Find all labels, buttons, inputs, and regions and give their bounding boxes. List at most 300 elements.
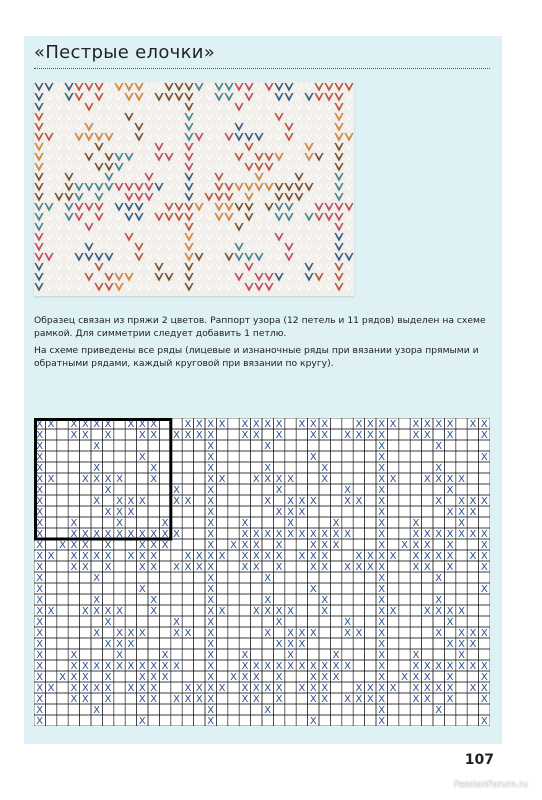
chart-cross-symbol: X <box>252 539 260 551</box>
chart-cross-symbol: X <box>81 418 89 430</box>
chart-cross-symbol: X <box>36 561 44 573</box>
chart-cross-symbol: X <box>435 440 443 452</box>
chart-cross-symbol: X <box>116 649 123 661</box>
chart-cross-symbol: X <box>93 473 101 485</box>
chart-cross-symbol: X <box>81 539 89 551</box>
chart-cross-symbol: X <box>366 429 374 441</box>
chart-cross-symbol: X <box>264 462 272 474</box>
chart-cross-symbol: X <box>275 561 283 573</box>
chart-cross-symbol: X <box>378 451 386 463</box>
chart-cross-symbol: X <box>480 660 488 672</box>
chart-cross-symbol: X <box>446 605 454 617</box>
chart-cross-symbol: X <box>435 594 443 606</box>
chart-cross-symbol: X <box>127 660 135 672</box>
chart-cross-symbol: X <box>446 671 454 683</box>
chart-cross-symbol: X <box>378 693 386 705</box>
chart-cross-symbol: X <box>116 517 123 529</box>
chart-cross-symbol: X <box>309 561 317 573</box>
chart-cross-symbol: X <box>344 429 351 441</box>
chart-cross-symbol: X <box>70 682 78 694</box>
chart-cross-symbol: X <box>423 660 431 672</box>
chart-cross-symbol: X <box>138 583 146 595</box>
chart-cross-symbol: X <box>309 451 317 463</box>
chart-cross-symbol: X <box>355 561 363 573</box>
chart-cross-symbol: X <box>252 429 260 441</box>
chart-cross-symbol: X <box>127 550 135 562</box>
knitting-chart-grid <box>34 418 490 726</box>
chart-cross-symbol: X <box>355 627 363 639</box>
chart-cross-symbol: X <box>458 495 465 507</box>
chart-cross-symbol: X <box>207 528 215 540</box>
chart-cross-symbol: X <box>207 594 215 606</box>
chart-cross-symbol: X <box>378 671 386 683</box>
chart-cross-symbol: X <box>252 605 260 617</box>
chart-cross-symbol: X <box>184 495 192 507</box>
chart-cross-symbol: X <box>309 715 317 726</box>
chart-cross-symbol: X <box>344 528 351 540</box>
chart-cross-symbol: X <box>70 561 78 573</box>
chart-cross-symbol: X <box>458 660 465 672</box>
chart-cross-symbol: X <box>36 550 44 562</box>
chart-cross-symbol: X <box>241 561 249 573</box>
chart-cross-symbol: X <box>184 429 192 441</box>
chart-cross-symbol: X <box>378 627 386 639</box>
chart-cross-symbol: X <box>275 473 283 485</box>
chart-cross-symbol: X <box>366 682 374 694</box>
chart-cross-symbol: X <box>287 605 294 617</box>
chart-cross-symbol: X <box>161 649 169 661</box>
chart-cross-symbol: X <box>195 550 203 562</box>
chart-cross-symbol: X <box>36 583 44 595</box>
chart-cross-symbol: X <box>161 528 169 540</box>
chart-cross-symbol: X <box>378 649 386 661</box>
chart-cross-symbol: X <box>195 682 203 694</box>
page-number: 107 <box>464 752 494 768</box>
chart-cross-symbol: X <box>389 418 397 430</box>
chart-cross-symbol: X <box>150 418 158 430</box>
chart-cross-symbol: X <box>480 693 488 705</box>
chart-cross-symbol: X <box>332 517 340 529</box>
chart-cross-symbol: X <box>480 561 488 573</box>
chart-cross-symbol: X <box>378 616 386 628</box>
chart-cross-symbol: X <box>150 550 158 562</box>
chart-cross-symbol: X <box>173 429 180 441</box>
chart-cross-symbol: X <box>252 528 260 540</box>
chart-cross-symbol: X <box>252 682 260 694</box>
chart-cross-symbol: X <box>36 616 44 628</box>
chart-cross-symbol: X <box>241 429 249 441</box>
description-paragraph-2: На схеме приведены все ряды (лицевые и изнаночные ряды при вязании узора прямыми и обратными рядами, каждый круговой при вязании по кругу). <box>34 345 479 369</box>
watermark: PassionForum.ru <box>453 780 528 790</box>
chart-cross-symbol: X <box>458 627 465 639</box>
chart-cross-symbol: X <box>309 627 317 639</box>
chart-cross-symbol: X <box>412 561 420 573</box>
chart-cross-symbol: X <box>309 550 317 562</box>
chart-cross-symbol: X <box>36 638 44 650</box>
chart-cross-symbol: X <box>264 440 272 452</box>
chart-cross-symbol: X <box>207 506 215 518</box>
chart-cross-symbol: X <box>36 704 44 716</box>
chart-cross-symbol: X <box>207 638 215 650</box>
chart-cross-symbol: X <box>264 594 272 606</box>
chart-cross-symbol: X <box>138 561 146 573</box>
chart-cross-symbol: X <box>93 572 101 584</box>
chart-cross-symbol: X <box>150 660 158 672</box>
chart-cross-symbol: X <box>321 693 329 705</box>
chart-cross-symbol: X <box>36 429 44 441</box>
chart-cross-symbol: X <box>116 528 123 540</box>
chart-cross-symbol: X <box>184 627 192 639</box>
chart-cross-symbol: X <box>218 418 226 430</box>
chart-cross-symbol: X <box>207 572 215 584</box>
chart-cross-symbol: X <box>344 561 351 573</box>
chart-cross-symbol: X <box>344 660 351 672</box>
chart-cross-symbol: X <box>218 550 226 562</box>
chart-cross-symbol: X <box>446 528 454 540</box>
title-divider <box>34 68 490 69</box>
chart-cross-symbol: X <box>138 550 146 562</box>
chart-cross-symbol: X <box>104 418 112 430</box>
chart-cross-symbol: X <box>104 539 112 551</box>
chart-cross-symbol: X <box>355 429 363 441</box>
chart-cross-symbol: X <box>332 660 340 672</box>
chart-cross-symbol: X <box>275 605 283 617</box>
chart-cross-symbol: X <box>264 704 272 716</box>
chart-cross-symbol: X <box>309 429 317 441</box>
chart-cross-symbol: X <box>207 715 215 726</box>
chart-cross-symbol: X <box>435 572 443 584</box>
chart-cross-symbol: X <box>344 484 351 496</box>
chart-cross-symbol: X <box>150 539 158 551</box>
knitting-chart <box>34 418 490 726</box>
chart-cross-symbol: X <box>378 484 386 496</box>
chart-cross-symbol: X <box>252 671 260 683</box>
chart-cross-symbol: X <box>458 638 465 650</box>
chart-cross-symbol: X <box>309 495 317 507</box>
chart-cross-symbol: X <box>161 671 169 683</box>
chart-cross-symbol: X <box>435 462 443 474</box>
chart-cross-symbol: X <box>332 539 340 551</box>
chart-cross-symbol: X <box>423 682 431 694</box>
chart-cross-symbol: X <box>150 682 158 694</box>
chart-cross-symbol: X <box>70 693 78 705</box>
chart-cross-symbol: X <box>480 671 488 683</box>
chart-cross-symbol: X <box>93 495 101 507</box>
chart-cross-symbol: X <box>275 682 283 694</box>
chart-cross-symbol: X <box>446 638 454 650</box>
chart-cross-symbol: X <box>469 627 477 639</box>
chart-cross-symbol: X <box>36 451 44 463</box>
chart-cross-symbol: X <box>355 682 363 694</box>
chart-cross-symbol: X <box>104 429 112 441</box>
chart-cross-symbol: X <box>93 627 101 639</box>
description-paragraph-1: Образец связан из пряжи 2 цветов. Раппорт узора (12 петель и 11 рядов) выделен на схеме рамкой. Для симметрии следует добавить 1 петлю. <box>34 315 486 339</box>
chart-cross-symbol: X <box>298 495 306 507</box>
chart-cross-symbol: X <box>138 682 146 694</box>
chart-cross-symbol: X <box>275 616 283 628</box>
chart-cross-symbol: X <box>36 418 44 430</box>
chart-cross-symbol: X <box>184 561 192 573</box>
chart-cross-symbol: X <box>138 451 146 463</box>
chart-cross-symbol: X <box>150 528 158 540</box>
chart-cross-symbol: X <box>252 561 260 573</box>
chart-cross-symbol: X <box>36 682 44 694</box>
chart-cross-symbol: X <box>93 440 101 452</box>
chart-cross-symbol: X <box>207 440 215 452</box>
chart-cross-symbol: X <box>355 693 363 705</box>
chart-cross-symbol: X <box>469 506 477 518</box>
chart-cross-symbol: X <box>93 462 101 474</box>
chart-cross-symbol: X <box>355 418 363 430</box>
chart-cross-symbol: X <box>70 671 78 683</box>
chart-cross-symbol: X <box>435 605 443 617</box>
chart-cross-symbol: X <box>480 418 488 430</box>
chart-cross-symbol: X <box>207 484 215 496</box>
chart-cross-symbol: X <box>321 594 329 606</box>
chart-cross-symbol: X <box>70 429 78 441</box>
chart-cross-symbol: X <box>321 418 329 430</box>
chart-cross-symbol: X <box>412 693 420 705</box>
chart-cross-symbol: X <box>435 528 443 540</box>
chart-cross-symbol: X <box>446 550 454 562</box>
chart-cross-symbol: X <box>480 539 488 551</box>
chart-cross-symbol: X <box>207 550 215 562</box>
chart-cross-symbol: X <box>138 693 146 705</box>
chart-cross-symbol: X <box>70 550 78 562</box>
chart-cross-symbol: X <box>355 495 363 507</box>
chart-cross-symbol: X <box>138 495 146 507</box>
chart-cross-symbol: X <box>366 550 374 562</box>
chart-cross-symbol: X <box>378 462 386 474</box>
chart-cross-symbol: X <box>207 693 215 705</box>
chart-cross-symbol: X <box>446 660 454 672</box>
chart-cross-symbol: X <box>389 473 397 485</box>
chart-cross-symbol: X <box>36 671 44 683</box>
chart-cross-symbol: X <box>104 605 112 617</box>
chart-cross-symbol: X <box>469 660 477 672</box>
chart-cross-symbol: X <box>207 539 215 551</box>
chart-cross-symbol: X <box>378 429 386 441</box>
chart-cross-symbol: X <box>207 462 215 474</box>
chart-cross-symbol: X <box>195 693 203 705</box>
chart-cross-symbol: X <box>93 528 101 540</box>
chart-cross-symbol: X <box>184 418 192 430</box>
chart-cross-symbol: X <box>446 473 454 485</box>
chart-cross-symbol: X <box>423 473 431 485</box>
chart-cross-symbol: X <box>230 671 237 683</box>
chart-cross-symbol: X <box>264 627 272 639</box>
chart-cross-symbol: X <box>423 671 431 683</box>
chart-cross-symbol: X <box>81 429 89 441</box>
chart-cross-symbol: X <box>412 682 420 694</box>
chart-cross-symbol: X <box>298 638 306 650</box>
chart-cross-symbol: X <box>150 561 158 573</box>
chart-cross-symbol: X <box>36 528 44 540</box>
chart-cross-symbol: X <box>378 660 386 672</box>
chart-cross-symbol: X <box>401 539 408 551</box>
chart-cross-symbol: X <box>412 418 420 430</box>
chart-cross-symbol: X <box>127 528 135 540</box>
chart-cross-symbol: X <box>36 440 44 452</box>
chart-cross-symbol: X <box>287 495 294 507</box>
chart-cross-symbol: X <box>287 506 294 518</box>
chart-cross-symbol: X <box>47 605 55 617</box>
chart-cross-symbol: X <box>161 539 169 551</box>
chart-cross-symbol: X <box>241 517 249 529</box>
chart-cross-symbol: X <box>412 429 420 441</box>
chart-cross-symbol: X <box>378 550 386 562</box>
chart-cross-symbol: X <box>458 517 465 529</box>
chart-cross-symbol: X <box>127 627 135 639</box>
chart-cross-symbol: X <box>469 550 477 562</box>
chart-cross-symbol: X <box>127 506 135 518</box>
chart-cross-symbol: X <box>70 649 78 661</box>
chart-cross-symbol: X <box>36 660 44 672</box>
chart-cross-symbol: X <box>275 429 283 441</box>
chart-cross-symbol: X <box>195 429 203 441</box>
chart-cross-symbol: X <box>458 528 465 540</box>
chart-cross-symbol: X <box>36 495 44 507</box>
chart-cross-symbol: X <box>298 506 306 518</box>
chart-cross-symbol: X <box>70 528 78 540</box>
chart-cross-symbol: X <box>36 517 44 529</box>
chart-cross-symbol: X <box>264 473 272 485</box>
chart-cross-symbol: X <box>344 627 351 639</box>
chart-cross-symbol: X <box>446 506 454 518</box>
chart-cross-symbol: X <box>423 539 431 551</box>
chart-cross-symbol: X <box>275 539 283 551</box>
chart-cross-symbol: X <box>321 462 329 474</box>
chart-cross-symbol: X <box>241 693 249 705</box>
chart-cross-symbol: X <box>321 561 329 573</box>
chart-cross-symbol: X <box>59 671 66 683</box>
chart-cross-symbol: X <box>207 627 215 639</box>
chart-cross-symbol: X <box>116 506 123 518</box>
chart-cross-symbol: X <box>287 473 294 485</box>
chart-cross-symbol: X <box>70 418 78 430</box>
chart-cross-symbol: X <box>36 627 44 639</box>
chart-cross-symbol: X <box>47 682 55 694</box>
chart-cross-symbol: X <box>207 605 215 617</box>
chart-cross-symbol: X <box>207 561 215 573</box>
chart-cross-symbol: X <box>173 660 180 672</box>
chart-cross-symbol: X <box>241 671 249 683</box>
chart-cross-symbol: X <box>218 682 226 694</box>
page-title: «Пестрые елочки» <box>34 42 216 63</box>
chart-cross-symbol: X <box>104 528 112 540</box>
chart-cross-symbol: X <box>389 550 397 562</box>
chart-cross-symbol: X <box>207 704 215 716</box>
chart-cross-symbol: X <box>378 561 386 573</box>
chart-cross-symbol: X <box>469 495 477 507</box>
chart-cross-symbol: X <box>138 539 146 551</box>
chart-cross-symbol: X <box>435 550 443 562</box>
chart-cross-symbol: X <box>412 649 420 661</box>
chart-cross-symbol: X <box>458 506 465 518</box>
chart-cross-symbol: X <box>264 495 272 507</box>
chart-cross-symbol: X <box>241 539 249 551</box>
chart-cross-symbol: X <box>287 638 294 650</box>
chart-cross-symbol: X <box>378 539 386 551</box>
chart-cross-symbol: X <box>321 539 329 551</box>
chart-cross-symbol: X <box>378 682 386 694</box>
chart-cross-symbol: X <box>287 627 294 639</box>
chart-cross-symbol: X <box>241 418 249 430</box>
chart-cross-symbol: X <box>412 539 420 551</box>
chart-cross-symbol: X <box>378 594 386 606</box>
chart-cross-symbol: X <box>423 550 431 562</box>
chart-cross-symbol: X <box>36 693 44 705</box>
chart-cross-symbol: X <box>241 528 249 540</box>
chart-cross-symbol: X <box>378 418 386 430</box>
chart-cross-symbol: X <box>138 627 146 639</box>
chart-cross-symbol: X <box>138 429 146 441</box>
chart-cross-symbol: X <box>207 671 215 683</box>
chart-cross-symbol: X <box>412 671 420 683</box>
chart-cross-symbol: X <box>230 539 237 551</box>
chart-cross-symbol: X <box>207 517 215 529</box>
chart-cross-symbol: X <box>241 682 249 694</box>
chart-cross-symbol: X <box>469 418 477 430</box>
chart-cross-symbol: X <box>127 638 135 650</box>
chart-cross-symbol: X <box>81 550 89 562</box>
chart-cross-symbol: X <box>81 561 89 573</box>
chart-cross-symbol: X <box>378 583 386 595</box>
chart-cross-symbol: X <box>70 539 78 551</box>
chart-cross-symbol: X <box>207 682 215 694</box>
chart-cross-symbol: X <box>378 605 386 617</box>
chart-cross-symbol: X <box>275 484 283 496</box>
chart-cross-symbol: X <box>321 671 329 683</box>
chart-cross-symbol: X <box>81 693 89 705</box>
chart-cross-symbol: X <box>378 572 386 584</box>
chart-cross-symbol: X <box>366 561 374 573</box>
chart-cross-symbol: X <box>423 528 431 540</box>
chart-cross-symbol: X <box>309 671 317 683</box>
chart-cross-symbol: X <box>241 649 249 661</box>
chart-cross-symbol: X <box>161 517 169 529</box>
chart-cross-symbol: X <box>412 550 420 562</box>
chart-cross-symbol: X <box>275 638 283 650</box>
chart-cross-symbol: X <box>93 704 101 716</box>
chart-cross-symbol: X <box>378 704 386 716</box>
chart-cross-symbol: X <box>47 418 55 430</box>
chart-cross-symbol: X <box>104 616 112 628</box>
chart-cross-symbol: X <box>378 495 386 507</box>
chart-cross-symbol: X <box>36 605 44 617</box>
chart-cross-symbol: X <box>446 693 454 705</box>
chart-cross-symbol: X <box>423 561 431 573</box>
chart-cross-symbol: X <box>412 528 420 540</box>
chart-cross-symbol: X <box>81 528 89 540</box>
chart-cross-symbol: X <box>184 550 192 562</box>
chart-cross-symbol: X <box>138 418 146 430</box>
chart-cross-symbol: X <box>344 693 351 705</box>
chart-cross-symbol: X <box>378 517 386 529</box>
chart-cross-symbol: X <box>423 429 431 441</box>
chart-cross-symbol: X <box>127 682 135 694</box>
chart-cross-symbol: X <box>150 429 158 441</box>
chart-cross-symbol: X <box>298 550 306 562</box>
chart-cross-symbol: X <box>458 473 465 485</box>
chart-cross-symbol: X <box>480 429 488 441</box>
chart-cross-symbol: X <box>218 605 226 617</box>
chart-cross-symbol: X <box>173 693 180 705</box>
chart-cross-symbol: X <box>241 660 249 672</box>
chart-cross-symbol: X <box>138 660 146 672</box>
chart-cross-symbol: X <box>435 627 443 639</box>
chart-cross-symbol: X <box>423 693 431 705</box>
